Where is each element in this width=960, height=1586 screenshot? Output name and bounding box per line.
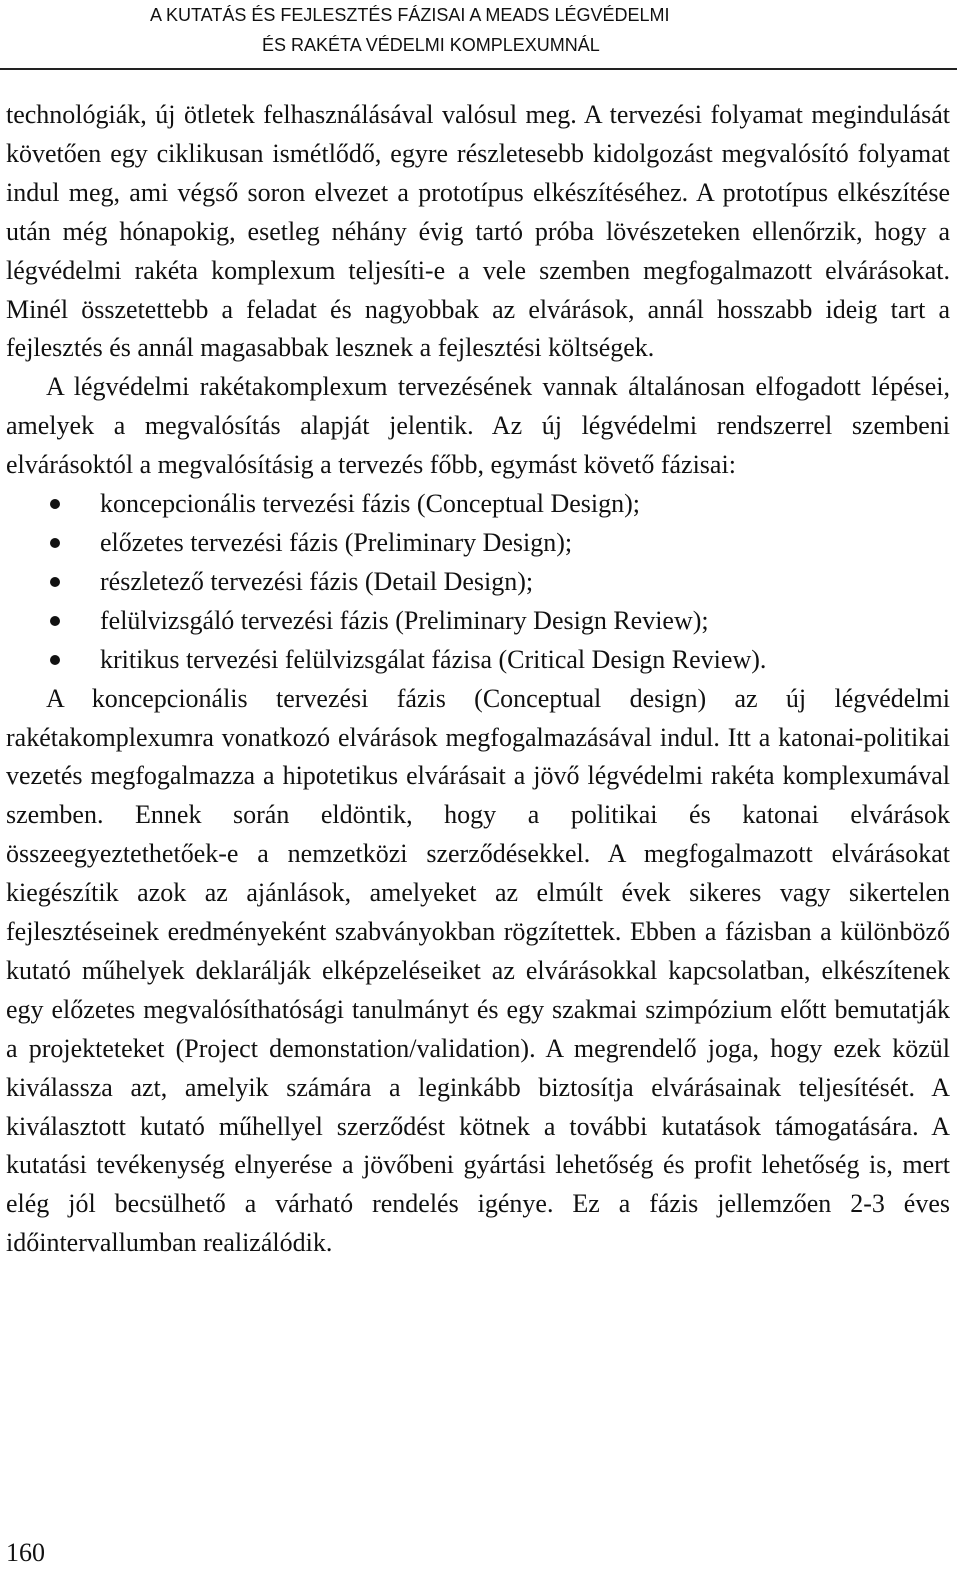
list-item (6, 524, 950, 563)
bullet-icon (50, 499, 60, 509)
list-item-text: előzetes tervezési fázis (Preliminary Design); (100, 527, 573, 557)
list-item (6, 641, 950, 680)
list-item (6, 602, 950, 641)
running-header-line-2: ÉS RAKÉTA VÉDELMI KOMPLEXUMNÁL (262, 35, 600, 55)
list-item (6, 485, 950, 524)
page-body (6, 96, 950, 1263)
list-item (6, 563, 950, 602)
running-header-line-1: A KUTATÁS ÉS FEJLESZTÉS FÁZISAI A MEADS LÉGVÉDELMI (150, 5, 670, 25)
list-item-text: felülvizsgáló tervezési fázis (Preliminary Design Review); (100, 605, 709, 635)
paragraph-conceptual-design: A koncepcionális tervezési fázis (Conceptual design) az új légvédelmi rakétakomplexumra vonatkozó elvárások megfogalmazásával indul. Itt a katonai-politikai vezetés megfogalmazza a hipotetikus elvárásait a jövő légvédelmi rakéta komplexumával szemben. Ennek során eldöntik, hogy a politikai és katonai elvárások összeegyeztethetőek-e a nemzetközi szerződésekkel. A megfogalmazott elvárásokat kiegészítik azok az ajánlások, amelyeket az elmúlt évek sikeres vagy sikertelen fejlesztéseinek eredményeként szabványokban rögzítettek. Ebben a fázisban a különböző kutató műhelyek deklarálják elképzeléseiket az elvárásokkal kapcsolatban, elkészítenek egy előzetes megvalósíthatósági tanulmányt és egy szakmai szimpózium előtt bemutatják a projekteteket (Project demonstation/validation). A megrendelő joga, hogy ezek közül kiválassza azt, amelyik számára a leginkább biztosítja elvárásainak teljesítését. A kiválasztott kutató műhellyel szerződést kötnek a további kutatások támogatására. A kutatási tevékenység elnyerése a jövőbeni gyártási lehetőség és profit lehetőség is, mert elég jól becsülhető a várható rendelés igénye. Ez a fázis jellemzően 2-3 éves időintervallumban realizálódik. (6, 683, 950, 1258)
bullet-icon (50, 655, 60, 665)
bullet-icon (50, 538, 60, 548)
list-item-text: részletező tervezési fázis (Detail Design); (100, 566, 534, 596)
list-item-text: koncepcionális tervezési fázis (Conceptual Design); (100, 489, 641, 519)
bullet-icon (50, 577, 60, 587)
page-number: 160 (6, 1538, 45, 1567)
running-header (0, 2, 957, 70)
bullet-icon (50, 616, 60, 626)
design-phase-list (6, 485, 950, 680)
paragraph-design-steps: A légvédelmi rakétakomplexum tervezésének vannak általánosan elfogadott lépései, amelyek a megvalósítás alapját jelentik. Az új légvédelmi rendszerrel szembeni elvárásoktól a megvalósításig a tervezés főbb, egymást követő fázisai: (6, 372, 950, 480)
paragraph-continuation: technológiák, új ötletek felhasználásával valósul meg. A tervezési folyamat megindulását követően egy ciklikusan ismétlődő, egyre részletesebb kidolgozást megvalósító folyamat indul meg, ami végső soron elvezet a prototípus elkészítéséhez. A prototípus elkészítése után még hónapokig, esetleg néhány évig tartó próba lövészeteken ellenőrzik, hogy a légvédelmi rakéta komplexum teljesíti-e a vele szemben megfogalmazott elvárásokat. Minél összetettebb a feladat és nagyobbak az elvárások, annál hosszabb ideig tart a fejlesztés és annál magasabbak lesznek a fejlesztési költségek. (6, 100, 950, 363)
list-item-text: kritikus tervezési felülvizsgálat fázisa (Critical Design Review). (100, 644, 767, 674)
